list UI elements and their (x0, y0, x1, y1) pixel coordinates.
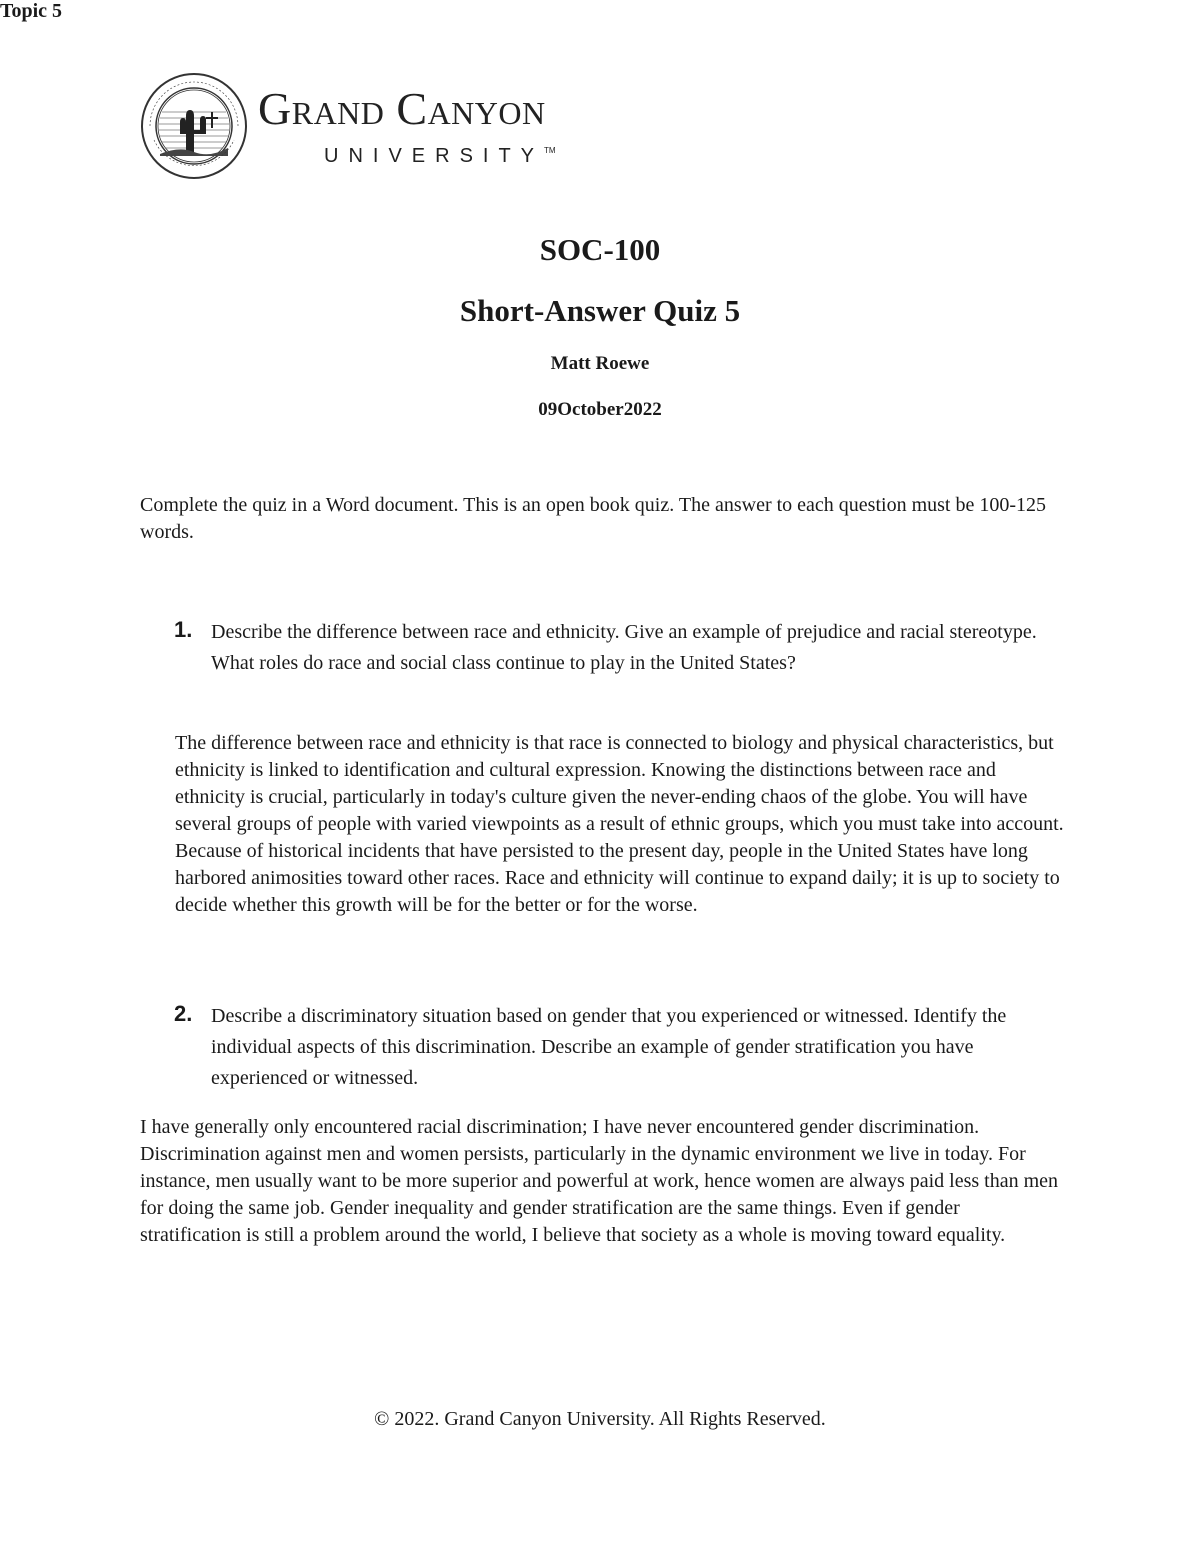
question-number: 1. (174, 617, 193, 642)
logo-wordmark-name: Grand Canyon (258, 83, 546, 134)
question-text: Describe the difference between race and ethnicity. Give an example of prejudice and racial stereotype. What roles do race and social class continue to play in the United States? (211, 621, 1037, 674)
logo-trademark: TM (544, 146, 556, 155)
topic-heading: Topic 5 (0, 0, 63, 22)
copyright-footer: © 2022. Grand Canyon University. All Rights Reserved. (374, 1408, 826, 1430)
author-name: Matt Roewe (550, 353, 650, 374)
question-text: Describe a discriminatory situation based on gender that you experienced or witnessed. Identify the individual aspects of this discrimination. Describe an example of gender stratification you have experienced or witnessed. (211, 1005, 1007, 1089)
course-code: SOC-100 (539, 232, 661, 267)
answer-text: I have generally only encountered racial discrimination; I have never encountered gender discrimination. Discrimination against men and women persists, particularly in the dynamic environment we live in today. For instance, men usually want to be more superior and powerful at work, hence women are always paid less than men for doing the same job. Gender inequality and gender stratification are the same things. Even if gender stratification is still a problem around the world, I believe that society as a whole is moving toward equality. (140, 1116, 1059, 1246)
quiz-instructions: Complete the quiz in a Word document. This is an open book quiz. The answer to each question must be 100-125 words. (140, 494, 1046, 543)
university-seal-icon (140, 72, 248, 180)
submission-date: 09October2022 (538, 399, 662, 420)
question-number: 2. (174, 1001, 193, 1026)
answer-text: The difference between race and ethnicity is that race is connected to biology and physical characteristics, but ethnicity is linked to identification and cultural expression. Knowing the distinctions between race and ethnicity is crucial, particularly in today's culture given the never-ending chaos of the globe. You will have several groups of people with varied viewpoints as a result of ethnic groups, which you must take into account. Because of historical incidents that have persisted to the present day, people in the United States have long harbored animosities toward other races. Race and ethnicity will continue to expand daily; it is up to society to decide whether this growth will be for the better or for the worse. (175, 732, 1064, 916)
logo-wordmark-university: UNIVERSITY (324, 145, 545, 167)
university-logo (140, 72, 620, 180)
quiz-title: Short-Answer Quiz 5 (459, 293, 741, 328)
